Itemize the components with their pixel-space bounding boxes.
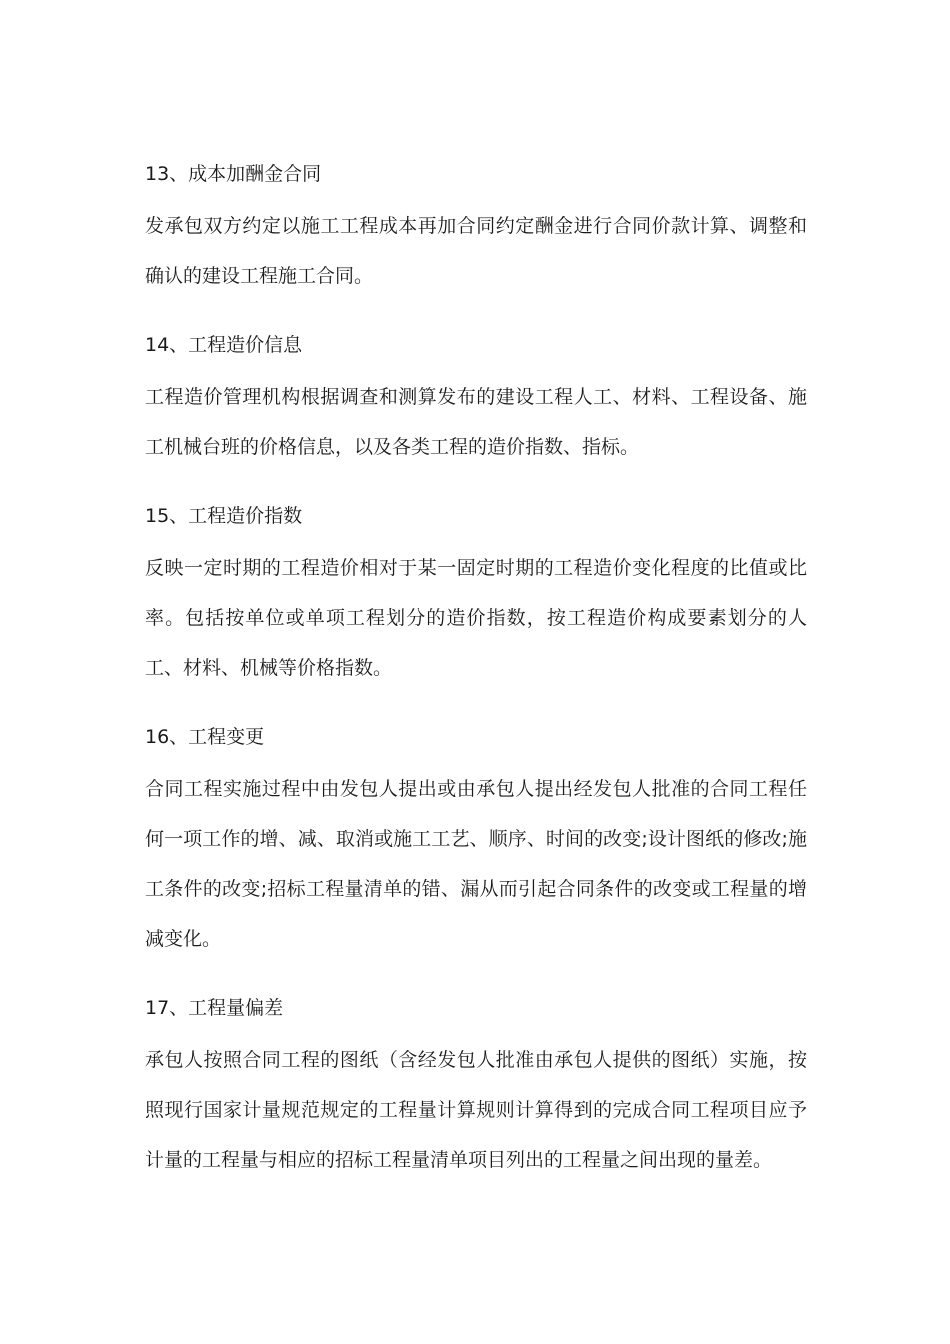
term-heading: 14、工程造价信息 bbox=[145, 334, 303, 356]
term-section-15 bbox=[145, 496, 807, 693]
term-section-16 bbox=[145, 717, 807, 964]
term-heading: 15、工程造价指数 bbox=[145, 505, 303, 527]
term-definition: 发承包双方约定以施工工程成本再加合同约定酬金进行合同价款计算、调整和确认的建设工程施工合同。 bbox=[145, 215, 807, 287]
term-heading: 17、工程量偏差 bbox=[145, 997, 284, 1019]
term-definition: 反映一定时期的工程造价相对于某一固定时期的工程造价变化程度的比值或比率。包括按单位或单项工程划分的造价指数，按工程造价构成要素划分的人工、材料、机械等价格指数。 bbox=[145, 557, 807, 679]
term-section-13 bbox=[145, 154, 807, 301]
term-definition: 工程造价管理机构根据调查和测算发布的建设工程人工、材料、工程设备、施工机械台班的价格信息，以及各类工程的造价指数、指标。 bbox=[145, 386, 807, 458]
document-content bbox=[145, 154, 807, 1209]
term-section-14 bbox=[145, 325, 807, 472]
term-heading: 16、工程变更 bbox=[145, 726, 265, 748]
term-definition: 合同工程实施过程中由发包人提出或由承包人提出经发包人批准的合同工程任何一项工作的增、减、取消或施工工艺、顺序、时间的改变;设计图纸的修改;施工条件的改变;招标工程量清单的错、漏从而引起合同条件的改变或工程量的增减变化。 bbox=[145, 778, 807, 950]
term-heading: 13、成本加酬金合同 bbox=[145, 163, 322, 185]
term-section-17 bbox=[145, 988, 807, 1185]
term-definition: 承包人按照合同工程的图纸（含经发包人批准由承包人提供的图纸）实施，按照现行国家计量规范规定的工程量计算规则计算得到的完成合同工程项目应予计量的工程量与相应的招标工程量清单项目列出的工程量之间出现的量差。 bbox=[145, 1049, 807, 1171]
